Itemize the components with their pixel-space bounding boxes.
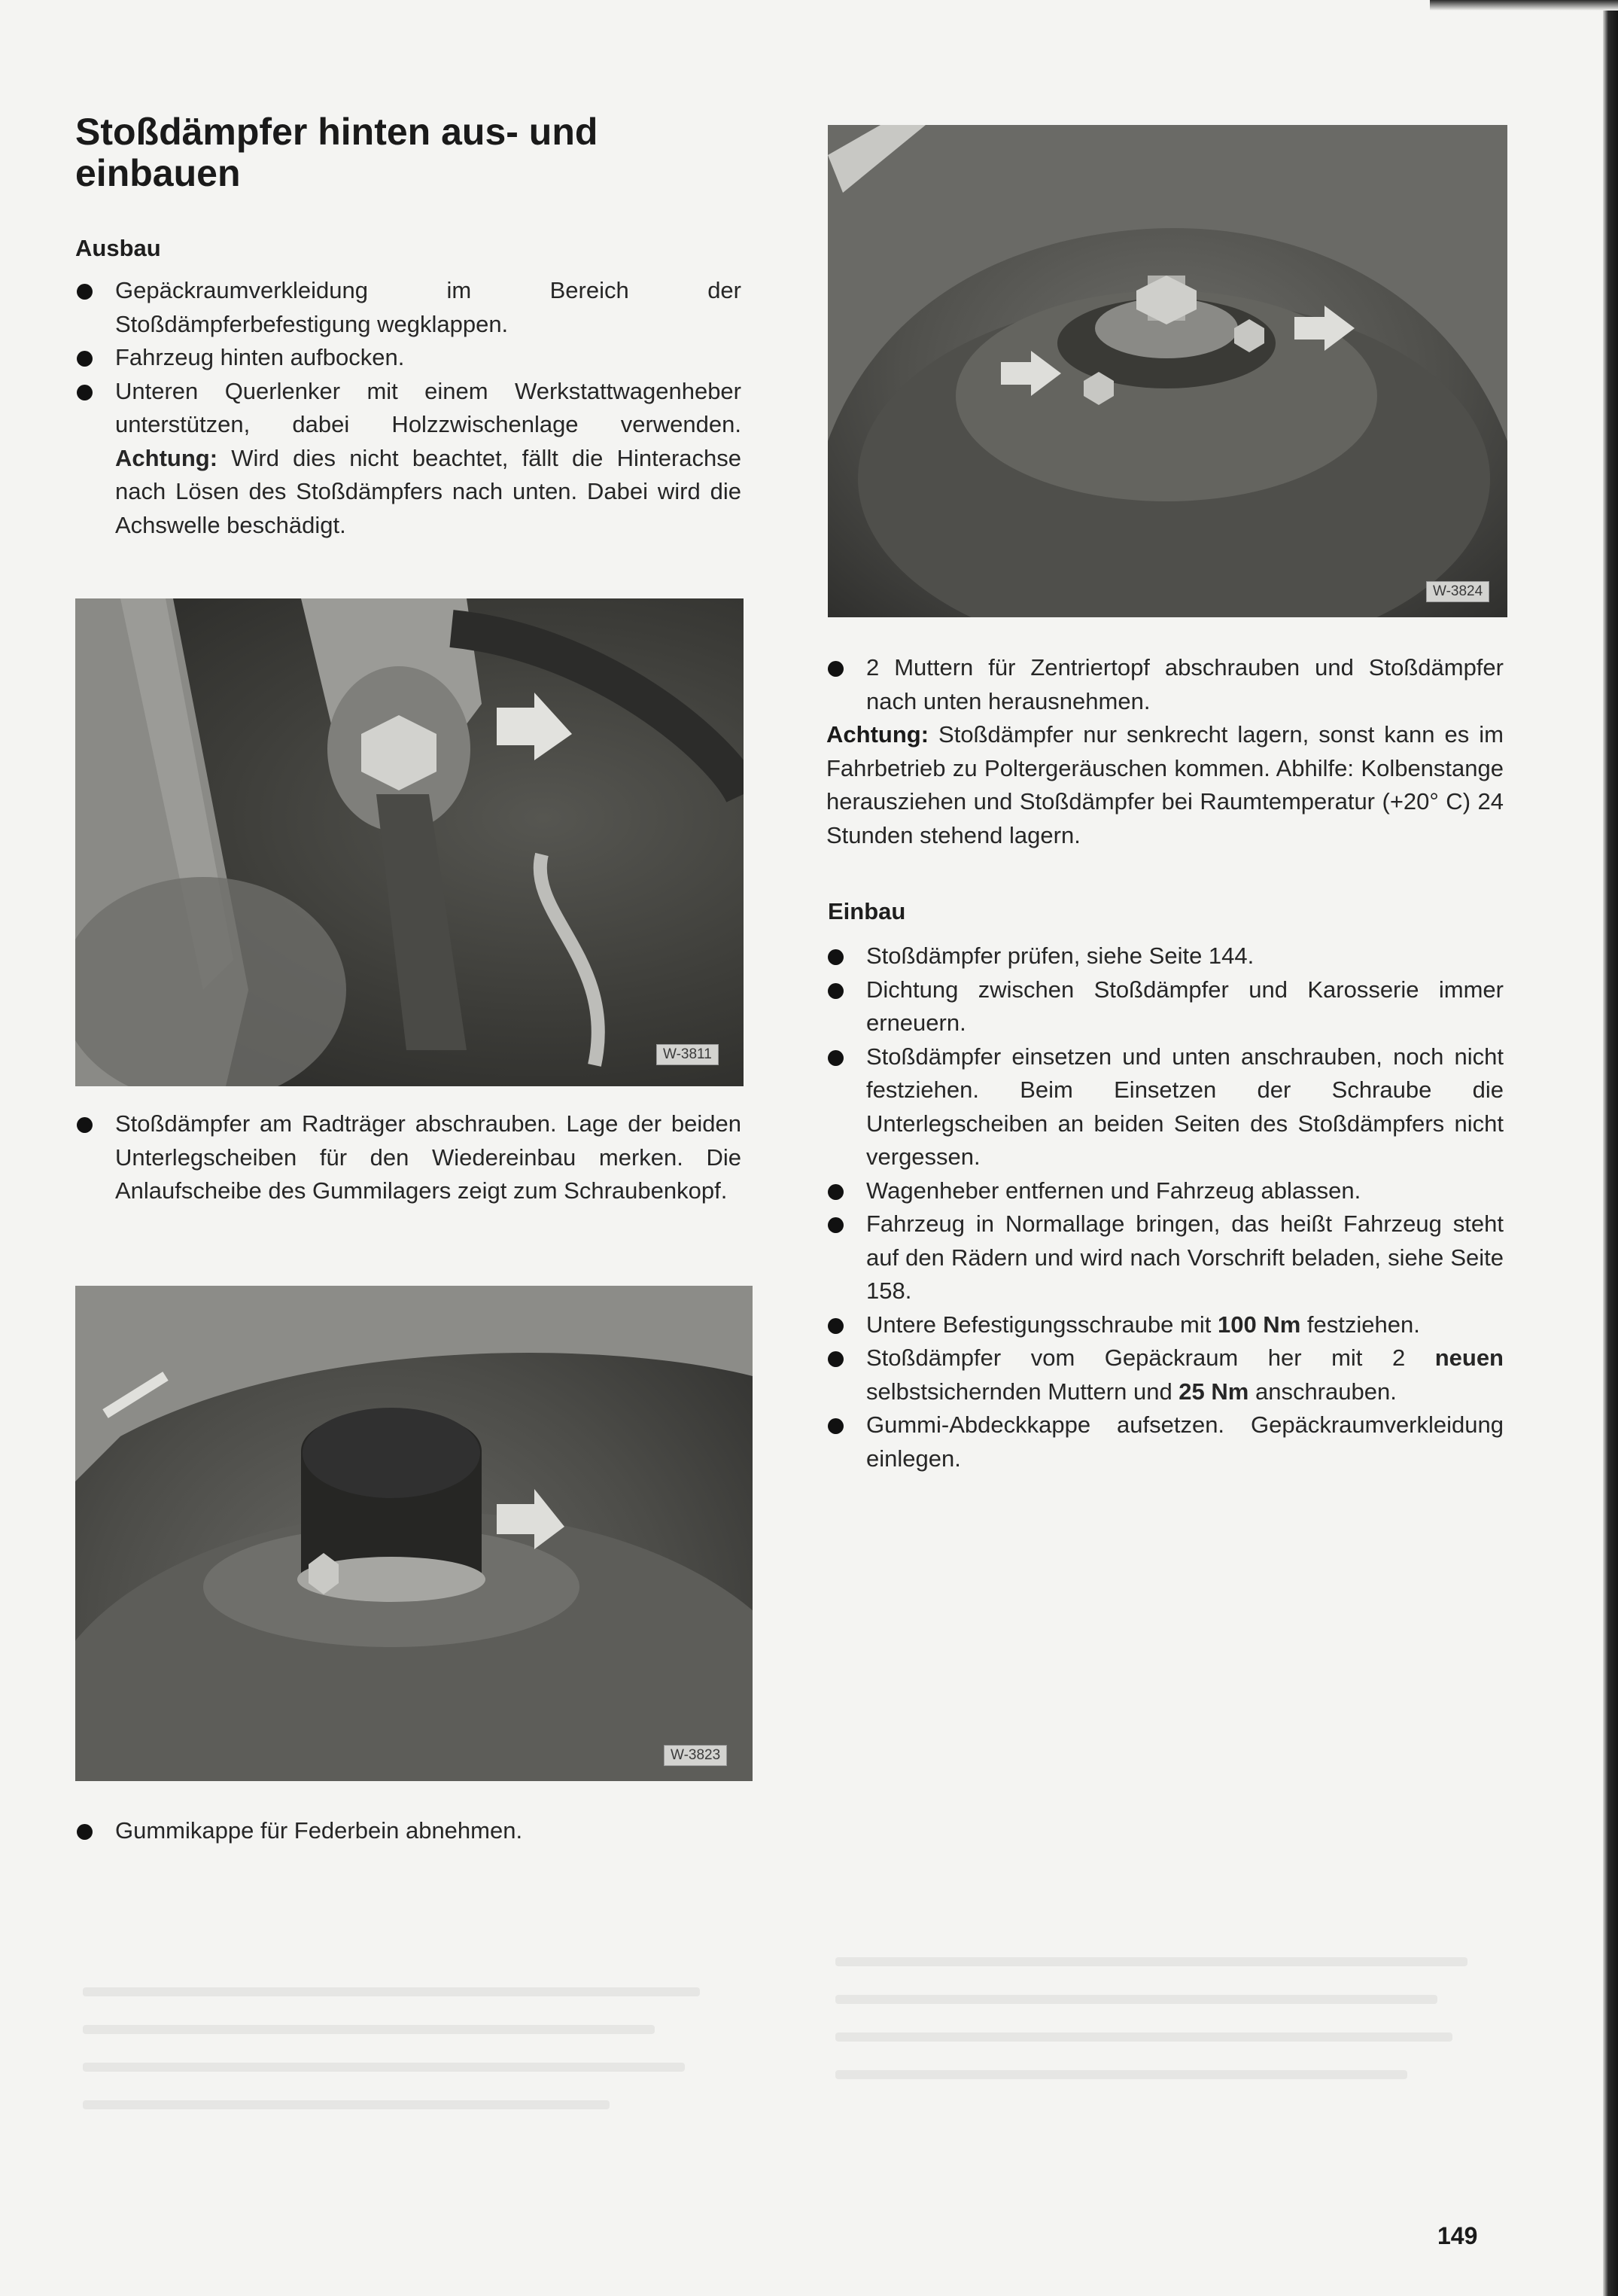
list-item: Wagenheber entfernen und Fahrzeug ablassen. xyxy=(826,1174,1504,1208)
photo-rubber-cap-drawing xyxy=(75,1286,753,1781)
list-item: Stoßdämpfer prüfen, siehe Seite 144. xyxy=(826,939,1504,973)
show-through xyxy=(835,1957,1467,1966)
page-edge-top xyxy=(1430,0,1618,11)
warning-label: Achtung: xyxy=(115,444,218,471)
page-number: 149 xyxy=(1437,2222,1478,2249)
show-through xyxy=(83,1987,700,1996)
ausbau-step-cap xyxy=(75,1814,741,1848)
warning-text: Stoßdämpfer nur senkrecht lagern, sonst kann es im Fahrbetrieb zu Poltergeräuschen kommen. Abhilfe: Kolbenstange herausziehen und Stoßdämpfer bei Raumtemperatur (+20° C) 24 Stunden stehend lagern. xyxy=(826,721,1504,848)
torque-value: 100 Nm xyxy=(1217,1311,1301,1338)
show-through xyxy=(83,2025,655,2034)
list-item: Stoßdämpfer einsetzen und unten anschrauben, noch nicht festziehen. Beim Einsetzen der Schraube die Unterlegscheiben an beiden Seiten des Stoßdämpfers nicht vergessen. xyxy=(826,1040,1504,1174)
photo-label: W-3811 xyxy=(656,1044,719,1065)
list-item xyxy=(826,1308,1504,1342)
warning-note xyxy=(826,718,1504,852)
list-item xyxy=(75,375,741,543)
section-heading-ausbau: Ausbau xyxy=(75,235,161,261)
list-item: Fahrzeug in Normallage bringen, das heißt Fahrzeug steht auf den Rädern und wird nach Vorschrift beladen, siehe Seite 158. xyxy=(826,1207,1504,1308)
step-text: festziehen. xyxy=(1300,1311,1420,1338)
warning-text: Wird dies nicht beachtet, fällt die Hinterachse nach Lösen des Stoßdämpfers nach unten. Dabei wird die Achswelle beschädigt. xyxy=(115,444,741,538)
photo-rubber-cap xyxy=(75,1286,753,1781)
photo-lower-mount xyxy=(75,598,744,1086)
page-edge-shadow xyxy=(1603,0,1618,2296)
list-item: 2 Muttern für Zentriertopf abschrauben und Stoßdämpfer nach unten herausnehmen. xyxy=(826,651,1504,718)
einbau-steps xyxy=(826,939,1504,1475)
emphasis-neu: neuen xyxy=(1434,1344,1504,1371)
list-item: Gummi-Abdeckkappe aufsetzen. Gepäckraumverkleidung einlegen. xyxy=(826,1408,1504,1475)
list-item: Gummikappe für Federbein abnehmen. xyxy=(75,1814,741,1848)
photo-label: W-3824 xyxy=(1426,581,1489,602)
step-text: Unteren Querlenker mit einem Werkstattwagenheber unterstützen, dabei Holzzwischenlage verwenden. xyxy=(115,377,741,437)
step-text: Stoßdämpfer vom Gepäckraum her mit 2 xyxy=(866,1344,1435,1371)
list-item: Gepäckraumverkleidung im Bereich der Stoßdämpferbefestigung wegklappen. xyxy=(75,274,741,341)
ausbau-steps xyxy=(75,274,741,542)
right-column xyxy=(826,651,1504,852)
show-through xyxy=(835,1995,1437,2004)
show-through xyxy=(83,2063,685,2072)
list-item: Stoßdämpfer am Radträger abschrauben. Lage der beiden Unterlegscheiben für den Wiedereinbau merken. Die Anlaufscheibe des Gummilagers zeigt zum Schraubenkopf. xyxy=(75,1107,741,1208)
step-text: selbstsichernden Muttern und xyxy=(866,1378,1179,1405)
step-text: Untere Befestigungsschraube mit xyxy=(866,1311,1218,1338)
list-item: Dichtung zwischen Stoßdämpfer und Karosserie immer erneuern. xyxy=(826,973,1504,1040)
torque-value: 25 Nm xyxy=(1179,1378,1249,1405)
photo-strut-top-drawing xyxy=(828,125,1507,617)
photo-lower-mount-drawing xyxy=(75,598,744,1086)
photo-strut-top xyxy=(828,125,1507,617)
section-heading-einbau: Einbau xyxy=(828,898,906,924)
show-through xyxy=(835,2033,1452,2042)
list-item xyxy=(826,1341,1504,1408)
show-through xyxy=(835,2070,1407,2079)
page-title: Stoßdämpfer hinten aus- und einbauen xyxy=(75,111,598,194)
list-item: Fahrzeug hinten aufbocken. xyxy=(75,341,741,375)
ausbau-step-bolt xyxy=(75,1107,741,1208)
step-text: anschrauben. xyxy=(1248,1378,1397,1405)
show-through xyxy=(83,2100,610,2109)
warning-label: Achtung: xyxy=(826,721,929,748)
photo-label: W-3823 xyxy=(664,1745,727,1766)
